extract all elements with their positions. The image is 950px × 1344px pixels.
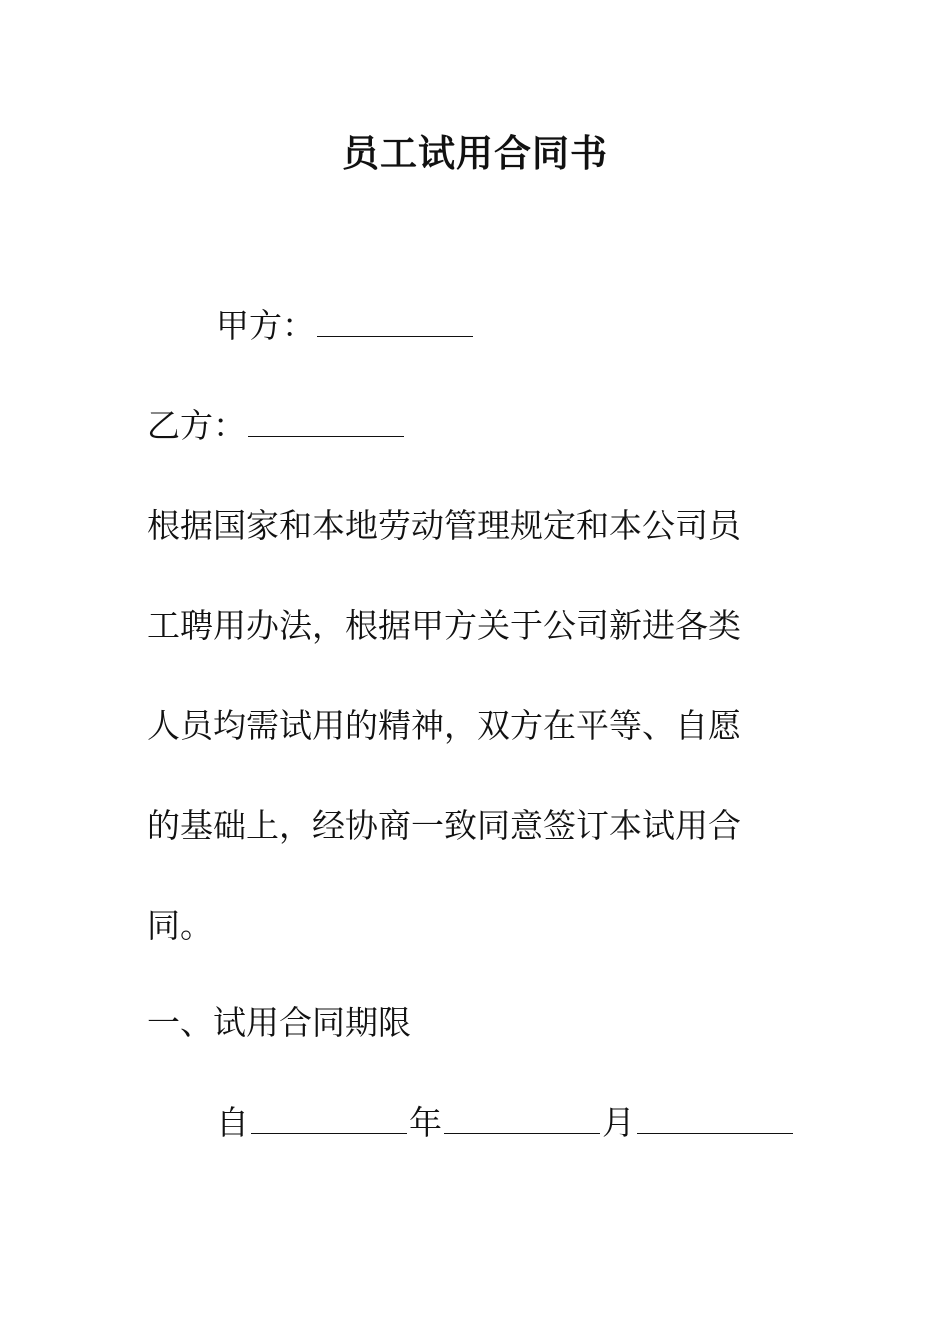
period-from-label: 自: [216, 1103, 249, 1142]
period-day-blank: [637, 1103, 793, 1134]
intro-paragraph-line: 人员均需试用的精神，双方在平等、自愿: [147, 706, 741, 745]
period-year-blank: [251, 1103, 407, 1134]
party-b-blank: [248, 406, 404, 437]
period-year-label: 年: [409, 1103, 442, 1142]
period-month-label: 月: [602, 1103, 635, 1142]
intro-paragraph-line: 同。: [147, 906, 213, 945]
party-a-blank: [317, 306, 473, 337]
party-b-label: 乙方：: [147, 406, 246, 445]
party-b-line: [147, 403, 406, 449]
section-heading: 一、试用合同期限: [147, 1003, 411, 1042]
party-a-line: [216, 303, 475, 349]
document-title: 员工试用合同书: [342, 131, 608, 175]
intro-paragraph-line: 的基础上，经协商一致同意签订本试用合: [147, 806, 741, 845]
intro-paragraph-line: 工聘用办法，根据甲方关于公司新进各类: [147, 606, 741, 645]
party-a-label: 甲方：: [216, 306, 315, 345]
period-line: [216, 1100, 795, 1146]
intro-paragraph-line: 根据国家和本地劳动管理规定和本公司员: [147, 506, 741, 545]
period-month-blank: [444, 1103, 600, 1134]
